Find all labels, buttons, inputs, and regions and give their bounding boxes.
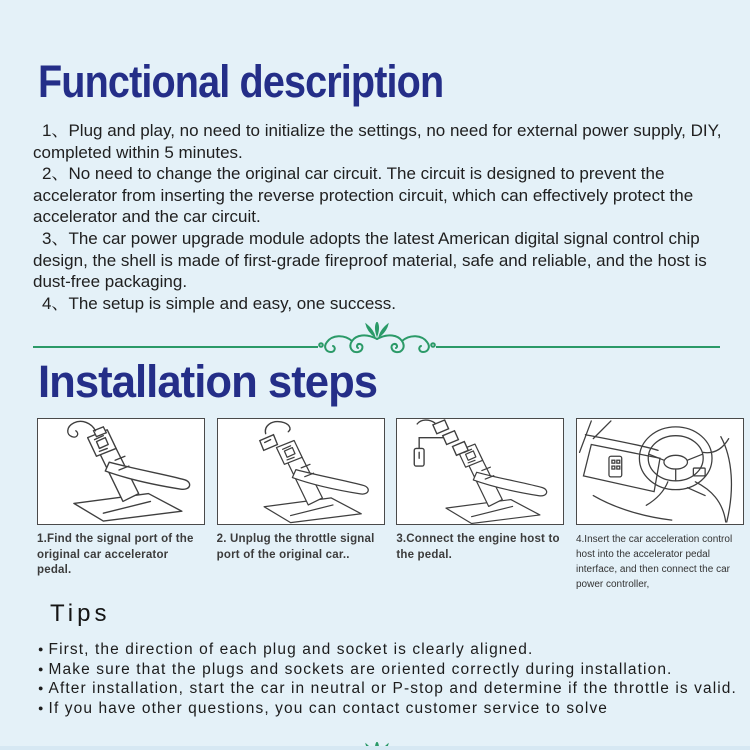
step-2-panel xyxy=(217,418,385,592)
functional-description-section xyxy=(0,0,750,314)
tips-item-2-text: Make sure that the plugs and sockets are oriented correctly during installation. xyxy=(48,660,673,678)
functional-description-list xyxy=(33,120,725,314)
section-divider xyxy=(33,320,720,356)
bottom-edge-strip xyxy=(0,746,750,750)
bullet-icon: ● xyxy=(38,702,45,713)
step-2-illustration xyxy=(217,418,385,525)
tips-item-2 xyxy=(38,660,750,679)
step-4-illustration xyxy=(576,418,744,525)
functional-item-4: 4、The setup is simple and easy, one success. xyxy=(42,293,397,313)
functional-item-2: 2、No need to change the original car circuit. The circuit is designed to prevent the accelerator from inserting the reverse protection circuit, which can effectively protect the accelerator and the car circuit. xyxy=(33,164,694,227)
installation-steps-title: Installation steps xyxy=(38,356,378,408)
flourish-divider-icon xyxy=(312,322,442,358)
bullet-icon: ● xyxy=(38,663,45,674)
functional-description-title: Functional description xyxy=(38,56,444,107)
tips-item-3-text: After installation, start the car in neutral or P-stop and determine if the throttle is valid. xyxy=(48,680,737,698)
bullet-icon: ● xyxy=(38,644,45,655)
step-2-caption: 2. Unplug the throttle signal port of the original car.. xyxy=(216,533,375,561)
tips-item-4 xyxy=(38,699,750,718)
step-1-panel xyxy=(37,418,205,592)
tips-title: Tips xyxy=(50,600,111,628)
installation-steps-section xyxy=(0,356,750,592)
step-4-caption: 4.Insert the car acceleration control host into the accelerator pedal interface, and then connect the car power controller, xyxy=(575,534,733,591)
tips-item-4-text: If you have other questions, you can contact customer service to solve xyxy=(48,699,609,717)
tips-item-3 xyxy=(38,679,750,698)
tips-section xyxy=(0,600,750,718)
step-1-illustration xyxy=(37,418,205,525)
step-3-caption: 3.Connect the engine host to the pedal. xyxy=(396,533,560,561)
bullet-icon: ● xyxy=(38,683,45,694)
step-1-caption: 1.Find the signal port of the original car accelerator pedal. xyxy=(37,533,194,576)
tips-item-1-text: First, the direction of each plug and socket is clearly aligned. xyxy=(48,641,534,659)
step-4-panel xyxy=(576,418,744,592)
tips-list xyxy=(38,640,750,718)
functional-item-3: 3、The car power upgrade module adopts the latest American digital signal control chip design, the shell is made of first-grade fireproof material, safe and reliable, and the host is dust-free packaging. xyxy=(33,228,707,292)
step-3-panel xyxy=(396,418,564,592)
installation-steps-row xyxy=(37,418,744,592)
step-3-illustration xyxy=(396,418,564,525)
tips-item-1 xyxy=(38,640,750,659)
functional-item-1: 1、Plug and play, no need to initialize the settings, no need for external power supply, DIY, completed within 5 minutes. xyxy=(33,121,722,162)
